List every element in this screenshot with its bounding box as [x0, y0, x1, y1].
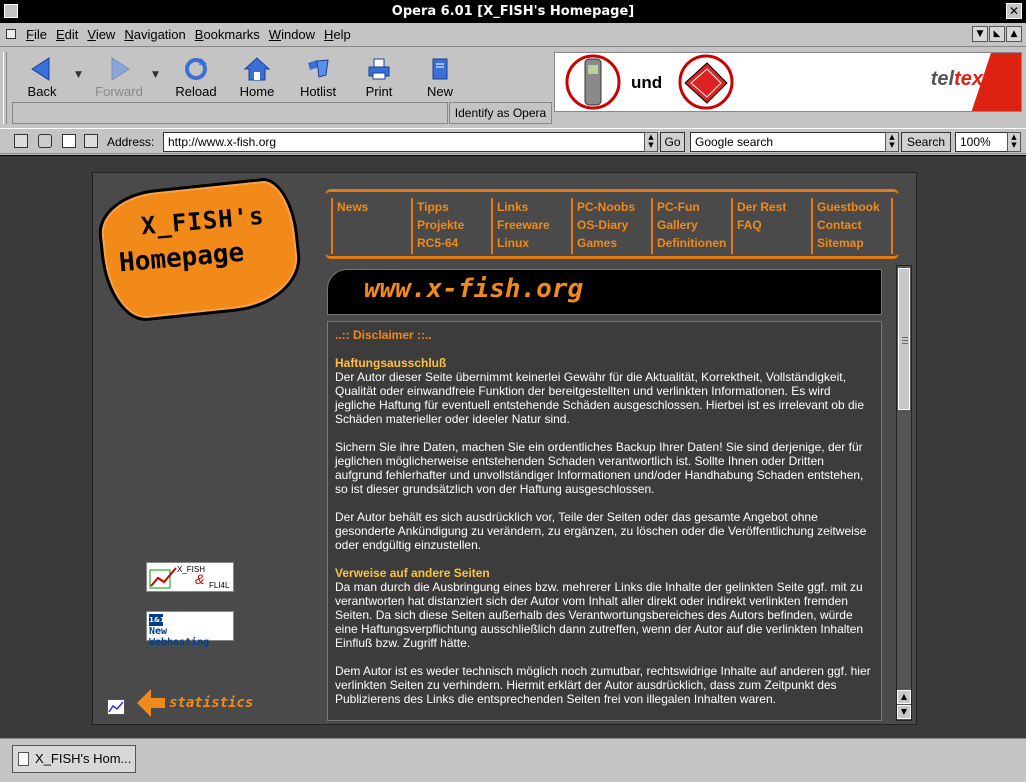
toolbar-grip[interactable] [3, 52, 7, 124]
nav-link-definitionen[interactable]: Definitionen [657, 236, 727, 250]
ad-banner[interactable] [554, 52, 1022, 112]
nav-link-sitemap[interactable]: Sitemap [817, 236, 864, 250]
forward-dropdown-icon[interactable]: ▼ [152, 70, 159, 80]
taskbar [0, 738, 1026, 782]
window-title: Opera 6.01 [X_FISH's Homepage] [391, 4, 635, 19]
nav-link-faq[interactable]: FAQ [737, 218, 762, 232]
minimize-icon[interactable]: ▼ [972, 26, 988, 42]
identify-as-button[interactable]: Identify as Opera [449, 102, 552, 124]
disclaimer-content [327, 321, 882, 721]
reload-button[interactable] [165, 54, 227, 99]
xfish-fli4l-badge[interactable] [146, 562, 234, 592]
nav-link-tipps[interactable]: Tipps [417, 200, 449, 214]
menu-label-rest: elp [333, 27, 351, 42]
fax-ad-icon [675, 53, 737, 111]
nav-column [731, 198, 786, 254]
heading-liability: Haftungsausschluß [335, 356, 447, 370]
restore-icon[interactable]: ◣ [989, 26, 1005, 42]
print-small-icon[interactable] [84, 134, 98, 148]
site-navigation [325, 189, 899, 259]
nav-link-os-diary[interactable]: OS-Diary [577, 218, 629, 232]
nav-column [491, 198, 550, 254]
menu-mnemonic: H [324, 27, 334, 42]
address-label: Address: [107, 135, 155, 149]
window-close-button[interactable]: ✕ [1006, 3, 1022, 19]
nav-link-freeware[interactable]: Freeware [497, 218, 550, 232]
menu-mnemonic: B [194, 27, 204, 42]
menu-edit[interactable] [56, 27, 78, 42]
nav-link-contact[interactable]: Contact [817, 218, 862, 232]
menu-items [26, 27, 360, 42]
home-label: Home [239, 84, 275, 99]
nav-column [411, 198, 464, 254]
badge2-text: New Webhosting [149, 626, 210, 648]
window-menu-button[interactable] [4, 4, 18, 18]
nav-link-news[interactable]: News [337, 200, 369, 214]
logo-line2: Homepage [117, 237, 246, 279]
taskbar-item[interactable] [12, 745, 136, 773]
ad-text: und [631, 73, 663, 92]
security-icon[interactable] [14, 134, 28, 148]
menu-help[interactable] [324, 27, 351, 42]
new-button[interactable] [409, 54, 471, 99]
back-label: Back [27, 84, 57, 99]
go-button[interactable]: Go [660, 132, 685, 152]
menu-mnemonic: N [124, 27, 134, 42]
reload-label: Reload [175, 84, 217, 99]
menu-mnemonic: W [268, 27, 282, 42]
logo-line1: X_FISH's [140, 201, 266, 241]
menu-mnemonic: F [26, 27, 34, 42]
printer-icon [348, 54, 410, 84]
statistics-link[interactable] [137, 689, 253, 717]
ampersand-icon: & [195, 571, 205, 587]
menu-navigation[interactable] [124, 27, 185, 42]
zoom-spinner-icon[interactable]: ▲ ▼ [1007, 132, 1021, 152]
address-input[interactable]: http://www.x-fish.org [163, 132, 645, 152]
arrow-shaft [151, 698, 165, 708]
badge1-line1: X_FISH [177, 565, 206, 574]
menu-bookmarks[interactable] [195, 27, 260, 42]
webhosting-badge[interactable] [146, 611, 234, 648]
menu-grip-icon[interactable] [6, 29, 16, 39]
zoom-field[interactable]: 100% [955, 132, 1008, 152]
scroll-up-icon[interactable]: ▲ [897, 690, 911, 704]
thumb-grip-line [902, 340, 908, 341]
nav-link-guestbook[interactable]: Guestbook [817, 200, 880, 214]
nav-column [651, 198, 726, 254]
menu-label-rest: avigation [133, 27, 186, 42]
content-scrollbar[interactable] [896, 265, 912, 721]
new-page-icon [409, 54, 471, 84]
statistics-label: statistics [169, 695, 254, 711]
left-arrow-icon [137, 689, 151, 717]
back-arrow-icon [11, 54, 73, 84]
hotlist-icon [287, 54, 349, 84]
menu-label-rest: ookmarks [203, 27, 260, 42]
nav-column [811, 198, 880, 254]
badge1-line2: FLI4L [209, 581, 230, 590]
menu-label-rest: dit [64, 27, 79, 42]
menu-file[interactable] [26, 27, 47, 42]
menu-view[interactable] [87, 27, 115, 42]
menu-label-rest: ile [33, 27, 47, 42]
ad-brand-tel: tel [930, 68, 955, 90]
window-controls [972, 26, 1022, 42]
hotlist-label: Hotlist [299, 84, 337, 99]
back-dropdown-icon[interactable]: ▼ [75, 70, 82, 80]
nav-link-games[interactable]: Games [577, 236, 618, 250]
search-engine-dropdown-icon[interactable]: ▲ ▼ [885, 132, 899, 152]
new-label: New [426, 84, 453, 99]
nav-link-linux[interactable]: Linux [497, 236, 529, 250]
nav-link-pc-fun[interactable]: PC-Fun [657, 200, 700, 214]
site-container [92, 172, 917, 725]
print-label: Print [365, 84, 393, 99]
nav-column [571, 198, 635, 254]
print-button[interactable] [348, 54, 410, 99]
menu-mnemonic: V [87, 27, 96, 42]
menu-mnemonic: E [55, 27, 65, 42]
forward-arrow-icon [88, 54, 150, 84]
nav-end-divider [891, 198, 893, 254]
menu-label-rest: iew [95, 27, 116, 42]
ad-swoosh-icon [931, 53, 1021, 112]
menu-window[interactable] [269, 27, 315, 42]
nav-link-projekte[interactable]: Projekte [417, 218, 465, 232]
search-input[interactable]: Google search [690, 132, 886, 152]
document-icon [18, 752, 29, 766]
hotlist-button[interactable] [287, 54, 349, 99]
status-field [12, 102, 448, 124]
banner-text: www.x-fish.org [364, 274, 584, 304]
phone-ad-icon [563, 53, 623, 111]
taskbar-item-label: X_FISH's Hom... [35, 751, 132, 766]
statistics-chart-icon[interactable] [107, 699, 125, 715]
nav-link-der-rest[interactable]: Der Rest [737, 200, 787, 214]
ad-brand-tex: tex [954, 68, 983, 90]
thumb-grip-line [902, 337, 908, 338]
search-button[interactable]: Search [901, 132, 951, 152]
paragraph-1: Der Autor dieser Seite übernimmt keinerlei Gewähr für die Aktualität, Korrektheit, Vollständigkeit, Qualität oder einwandfreie Funktion der bereitgestellten und verlinkten Informationen. Es wird jegliche Haftung für eventuell entstehende Schäden ausgeschlossen. Hierbei ist es irrelevant ob die Schäden materieller oder ideeler Natur sind. [335, 370, 864, 426]
forward-button[interactable] [88, 54, 150, 99]
forward-label: Forward [95, 84, 143, 99]
paragraph-4: Da man durch die Ausbringung eines bzw. mehrerer Links die Inhalte der gelinkten Seite ggf. mit zu verantworten hat distanziert sich der Autor vom Inhalt aller direkt oder indirekt verlinkten fremden Seiten. Da sich diese Seiten außerhalb des Verantwortungsbereiches des Autors befinden, würde eine Haftungsverpflichtung ausschließlich dann zutreffen, wenn der Autor auf die verlinkten Inhalten Einfluß bzw. Zugriff hätte. [335, 580, 864, 650]
section-title: ..:: Disclaimer ::.. [335, 328, 432, 342]
nav-link-rc5-64[interactable]: RC5-64 [417, 236, 459, 250]
menu-label-rest: indow [281, 27, 316, 42]
thumb-grip-line [902, 343, 908, 344]
scrollbar-thumb[interactable] [898, 268, 910, 410]
address-toolbar [0, 128, 1026, 154]
main-toolbar [0, 48, 1026, 128]
site-logo[interactable] [101, 185, 299, 315]
paragraph-5: Dem Autor ist es weder technisch möglich noch zumutbar, rechtswidrige Inhalte auf anderen ggf. hier verlinkten Seiten zu verhindern. Hiermit erklärt der Autor ausdrücklich, dass zum Zeitpunkt des Publizierens des Links die entsprechenden Seiten frei von illegalen Inhalten waren. [335, 664, 871, 706]
back-button[interactable] [11, 54, 73, 99]
paragraph-3: Der Autor behält es sich ausdrücklich vor, Teile der Seiten oder das gesamte Angebot ohne gesonderte Ankündigung zu verändern, zu ergänzen, zu löschen oder die Veröffentlichung zeitweise oder endgültig einzustellen. [335, 510, 867, 552]
nav-link-links[interactable]: Links [497, 200, 529, 214]
camera-icon[interactable] [38, 134, 52, 148]
scroll-down-icon[interactable]: ▼ [897, 705, 911, 719]
paragraph-2: Sichern Sie ihre Daten, machen Sie ein ordentliches Backup Ihrer Daten! Sie sind derjenige, der für jeglichen möglicherweise entstehenden Schaden verantwortlich ist. Sollte Ihnen oder Dritten aufgrund fehlerhafter und unvollständiger Informationen und/oder Handhabung Schaden entstehen, so ist dieser grundsätzlich von der Haftung ausgeschlossen. [335, 440, 864, 496]
home-button[interactable] [226, 54, 288, 99]
window-titlebar [0, 0, 1026, 23]
menu-bar [0, 23, 1026, 47]
site-banner [327, 269, 882, 315]
address-dropdown-icon[interactable]: ▲ ▼ [644, 132, 658, 152]
close-icon[interactable]: ▲ [1006, 26, 1022, 42]
badge2-logo: 1&1 [149, 616, 165, 624]
nav-column [331, 198, 368, 254]
reload-icon [165, 54, 227, 84]
nav-link-pc-noobs[interactable]: PC-Noobs [577, 200, 635, 214]
page-viewport [0, 155, 1026, 738]
home-icon [226, 54, 288, 84]
nav-link-gallery[interactable]: Gallery [657, 218, 698, 232]
heading-links: Verweise auf andere Seiten [335, 566, 490, 580]
page-icon[interactable] [62, 134, 76, 148]
